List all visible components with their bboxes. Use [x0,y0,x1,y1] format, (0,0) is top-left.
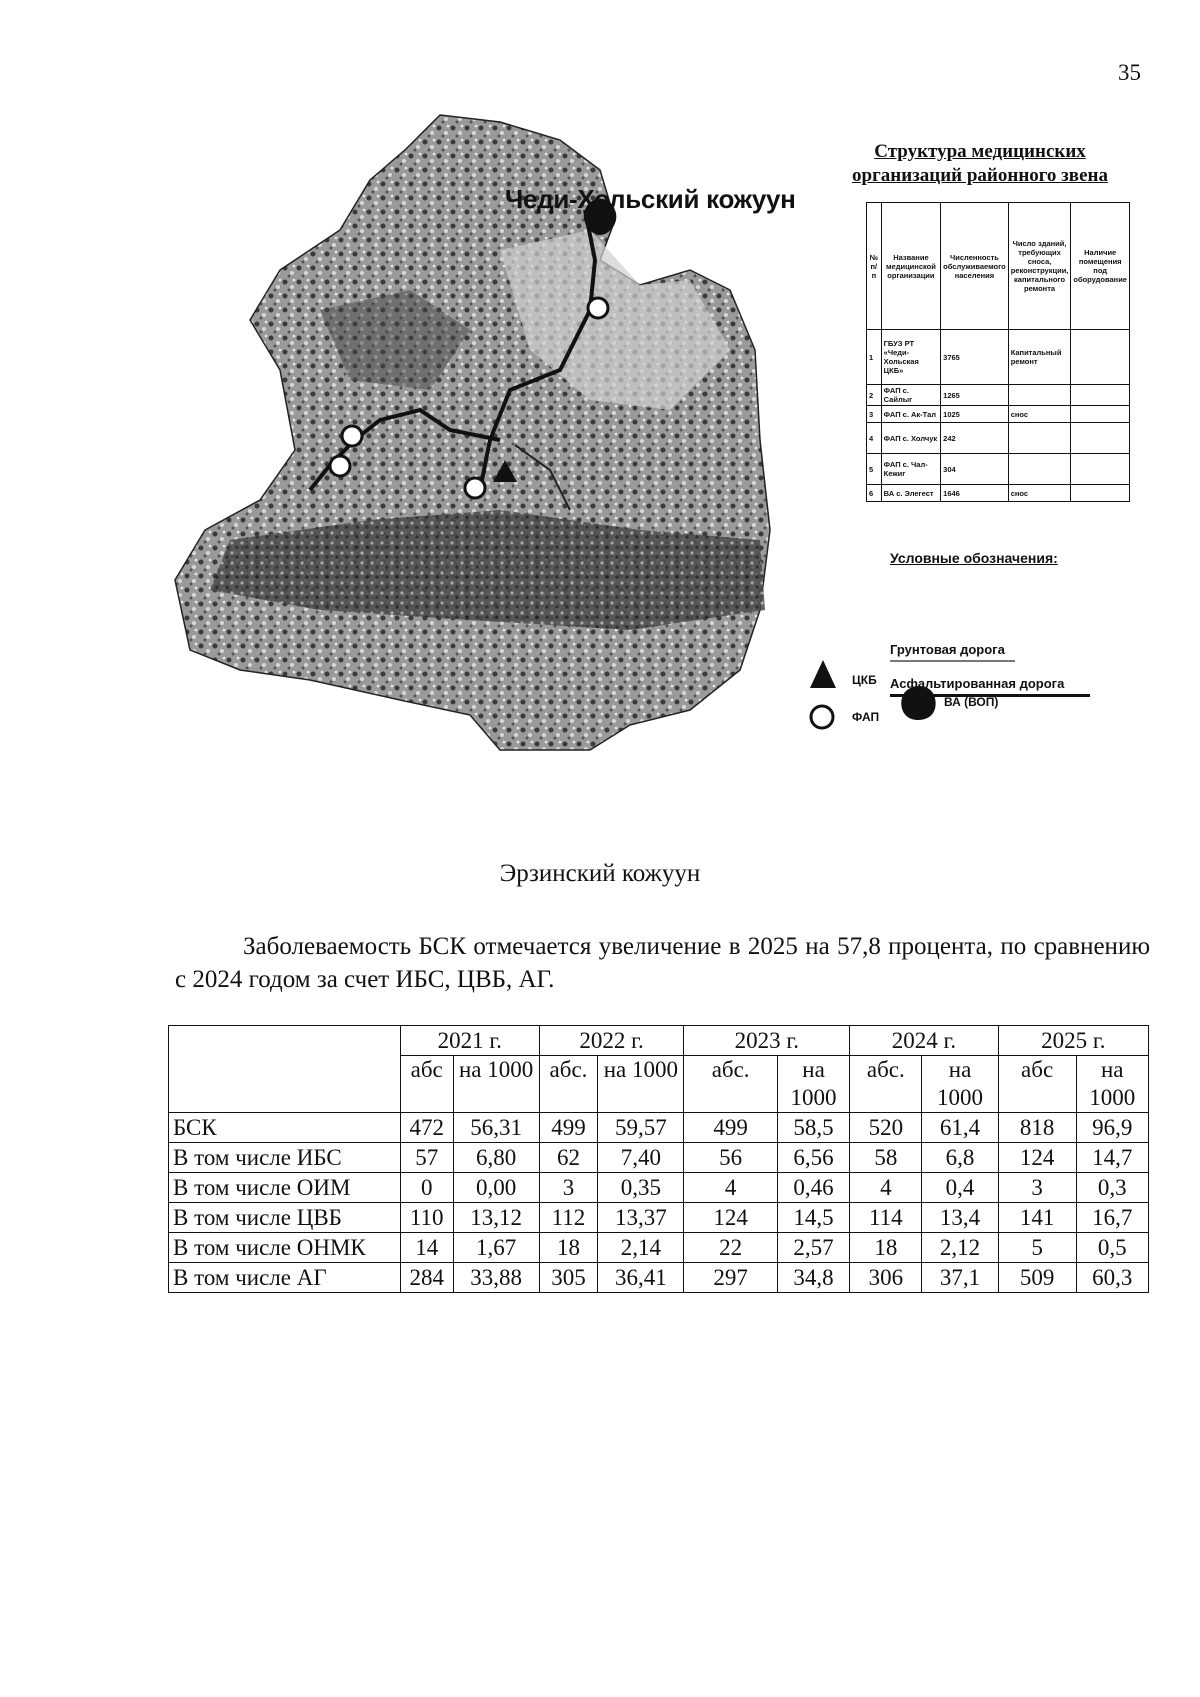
table-cell: 0,46 [777,1173,849,1203]
structure-cell: Капитальный ремонт [1008,330,1071,385]
subheader-cell: на 1000 [598,1056,684,1113]
table-cell: 6,56 [777,1143,849,1173]
map-title: Чеди-Хольский кожуун [505,184,796,214]
table-cell: 0 [400,1173,453,1203]
table-cell: 520 [850,1113,922,1143]
structure-cell: ГБУЗ РТ «Чеди-Хольская ЦКБ» [881,330,941,385]
structure-cell: 3765 [941,330,1009,385]
table-cell: 6,8 [922,1143,998,1173]
table-cell: 499 [539,1113,598,1143]
table-cell: 60,3 [1076,1263,1148,1293]
structure-header-cell: Численность обслуживаемого населения [941,203,1009,330]
table-cell: 16,7 [1076,1203,1148,1233]
fap-marker [342,426,362,446]
structure-cell: снос [1008,485,1071,502]
structure-header-row [867,203,1130,330]
table-row [169,1263,1149,1293]
table-cell: 6,80 [453,1143,539,1173]
subheader-cell: на 1000 [1076,1056,1148,1113]
table-cell: 112 [539,1203,598,1233]
structure-cell [1071,385,1130,406]
incidence-table [168,1025,1149,1293]
structure-table [866,202,1130,502]
row-label: В том числе ОИМ [169,1173,401,1203]
table-cell: 1,67 [453,1233,539,1263]
table-cell: 0,4 [922,1173,998,1203]
subheader-cell: абс. [539,1056,598,1113]
table-cell: 3 [998,1173,1076,1203]
subheader-cell: на 1000 [922,1056,998,1113]
subheader-cell: на 1000 [453,1056,539,1113]
body-paragraph: Заболеваемость БСК отмечается увеличение в 2025 на 57,8 процента, по сравнению с 2024 годом за счет ИБС, ЦВБ, АГ. [175,933,1150,993]
year-header: 2024 г. [850,1026,998,1056]
legend-fap-symbol [811,706,833,728]
legend-fap-label: ФАП [852,710,880,724]
legend-ckb-symbol [810,660,836,688]
table-cell: 297 [684,1263,777,1293]
structure-header-cell: Число зданий, требующих сноса, реконструкции, капитального ремонта [1008,203,1071,330]
table-cell: 34,8 [777,1263,849,1293]
structure-row [867,454,1130,485]
table-row [169,1173,1149,1203]
row-label: В том числе АГ [169,1263,401,1293]
table-cell: 114 [850,1203,922,1233]
table-cell: 509 [998,1263,1076,1293]
structure-cell [1071,454,1130,485]
fap-marker [588,298,608,318]
table-cell: 110 [400,1203,453,1233]
structure-cell: 304 [941,454,1009,485]
table-cell: 2,14 [598,1233,684,1263]
structure-cell: 6 [867,485,882,502]
table-cell: 0,00 [453,1173,539,1203]
structure-cell: ФАП с. Холчук [881,423,941,454]
structure-cell: ФАП с. Ак-Тал [881,406,941,423]
table-cell: 58 [850,1143,922,1173]
subheader-cell: абс. [850,1056,922,1113]
structure-row [867,330,1130,385]
subheader-cell: абс [998,1056,1076,1113]
year-header: 2021 г. [400,1026,539,1056]
structure-cell: 3 [867,406,882,423]
table-cell: 57 [400,1143,453,1173]
table-cell: 499 [684,1113,777,1143]
structure-cell [1071,330,1130,385]
structure-cell: ФАП с. Чал-Кежиг [881,454,941,485]
table-cell: 36,41 [598,1263,684,1293]
row-label: В том числе ИБС [169,1143,401,1173]
table-cell: 5 [998,1233,1076,1263]
row-label: БСК [169,1113,401,1143]
table-cell: 124 [998,1143,1076,1173]
table-cell: 13,37 [598,1203,684,1233]
year-header: 2023 г. [684,1026,850,1056]
row-label: В том числе ЦВБ [169,1203,401,1233]
structure-cell: 1025 [941,406,1009,423]
structure-row [867,485,1130,502]
table-row [169,1143,1149,1173]
legend-road-dirt: Грунтовая дорога [890,642,1015,662]
table-cell: 14,5 [777,1203,849,1233]
structure-cell: ВА с. Элегест [881,485,941,502]
table-cell: 37,1 [922,1263,998,1293]
table-cell: 62 [539,1143,598,1173]
legend-ckb-label: ЦКБ [852,673,877,687]
table-row [169,1113,1149,1143]
table-cell: 14,7 [1076,1143,1148,1173]
structure-row [867,406,1130,423]
year-header: 2022 г. [539,1026,684,1056]
table-cell: 61,4 [922,1113,998,1143]
page-number: 35 [1118,60,1141,85]
structure-cell: 242 [941,423,1009,454]
table-cell: 18 [539,1233,598,1263]
structure-row [867,423,1130,454]
structure-title: Структура медицинских организаций районного звена [852,141,1108,186]
table-cell: 284 [400,1263,453,1293]
structure-cell [1008,385,1071,406]
table-cell: 305 [539,1263,598,1293]
map-figure [170,110,1130,820]
structure-header-cell: № п/п [867,203,882,330]
table-cell: 13,12 [453,1203,539,1233]
table-cell: 2,12 [922,1233,998,1263]
legend-road-paved: Асфальтированная дорога [890,676,1090,697]
table-cell: 59,57 [598,1113,684,1143]
structure-header-cell: Наличие помещения под оборудование [1071,203,1130,330]
subheader-cell: на 1000 [777,1056,849,1113]
structure-row [867,385,1130,406]
table-cell: 56,31 [453,1113,539,1143]
table-cell: 3 [539,1173,598,1203]
table-cell: 0,35 [598,1173,684,1203]
structure-cell: 1 [867,330,882,385]
structure-cell [1008,454,1071,485]
figure-caption: Эрзинский кожуун [499,860,701,887]
structure-cell: 1646 [941,485,1009,502]
structure-cell [1008,423,1071,454]
structure-cell: 2 [867,385,882,406]
table-cell: 14 [400,1233,453,1263]
subheader-cell: абс. [684,1056,777,1113]
table-cell: 56 [684,1143,777,1173]
table-cell: 124 [684,1203,777,1233]
table-body [169,1113,1149,1293]
fap-marker [465,478,485,498]
structure-cell: 5 [867,454,882,485]
table-cell: 0,5 [1076,1233,1148,1263]
table-cell: 0,3 [1076,1173,1148,1203]
table-row [169,1203,1149,1233]
table-cell: 306 [850,1263,922,1293]
structure-cell [1071,485,1130,502]
table-cell: 22 [684,1233,777,1263]
structure-cell [1071,423,1130,454]
legend-va-label: ВА (ВОП) [944,695,999,709]
structure-cell: ФАП с. Сайлыг [881,385,941,406]
table-cell: 141 [998,1203,1076,1233]
table-cell: 33,88 [453,1263,539,1293]
subheader-cell: абс [400,1056,453,1113]
table-cell: 472 [400,1113,453,1143]
table-cell: 4 [684,1173,777,1203]
row-label: В том числе ОНМК [169,1233,401,1263]
table-cell: 2,57 [777,1233,849,1263]
structure-cell: снос [1008,406,1071,423]
table-cell: 18 [850,1233,922,1263]
structure-cell: 4 [867,423,882,454]
table-cell: 4 [850,1173,922,1203]
structure-header-cell: Название медицинской организации [881,203,941,330]
structure-cell: 1265 [941,385,1009,406]
legend-title: Условные обозначения: [890,550,1058,566]
fap-marker [330,456,350,476]
table-header-years [169,1026,1149,1056]
table-row [169,1233,1149,1263]
table-corner-cell [169,1026,401,1113]
table-cell: 96,9 [1076,1113,1148,1143]
structure-cell [1071,406,1130,423]
table-cell: 58,5 [777,1113,849,1143]
year-header: 2025 г. [998,1026,1148,1056]
table-cell: 13,4 [922,1203,998,1233]
table-cell: 7,40 [598,1143,684,1173]
table-cell: 818 [998,1113,1076,1143]
